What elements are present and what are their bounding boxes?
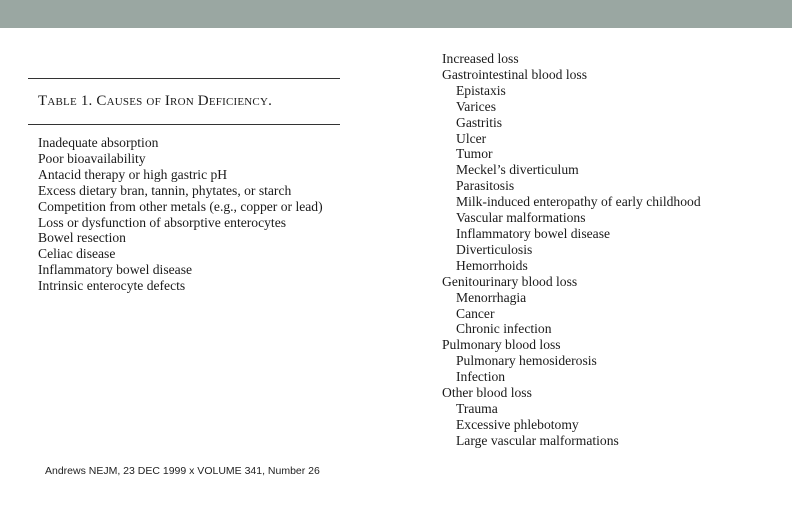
table-top-rule	[28, 78, 340, 79]
list-item: Celiac disease	[38, 246, 116, 262]
list-item: Infection	[456, 369, 506, 385]
list-item: Loss or dysfunction of absorptive enterocytes	[38, 214, 287, 230]
list-item: Cancer	[456, 305, 495, 321]
list-item: Vascular malformations	[456, 210, 586, 226]
list-item: Chronic infection	[456, 321, 552, 337]
list-item: Milk-induced enteropathy of early childhood	[456, 194, 701, 210]
subsection-heading: Genitourinary blood loss	[442, 273, 578, 289]
section-heading: Inadequate absorption	[38, 135, 159, 150]
table-header-rule	[28, 124, 340, 125]
list-item: Diverticulosis	[456, 241, 533, 257]
top-banner	[0, 0, 792, 28]
subsection-heading: Gastrointestinal blood loss	[442, 66, 587, 82]
list-item: Meckel’s diverticulum	[456, 162, 579, 178]
list-item: Bowel resection	[38, 230, 126, 246]
list-item: Excess dietary bran, tannin, phytates, or starch	[38, 182, 292, 198]
list-item: Varices	[456, 98, 497, 114]
list-item: Menorrhagia	[456, 289, 527, 305]
section-heading: Increased loss	[442, 51, 519, 66]
list-item: Epistaxis	[456, 82, 506, 98]
list-item: Intrinsic enterocyte defects	[38, 278, 186, 294]
list-item: Inflammatory bowel disease	[38, 262, 193, 278]
subsection-heading: Pulmonary blood loss	[442, 337, 561, 353]
list-item: Gastritis	[456, 114, 503, 130]
list-item: Antacid therapy or high gastric pH	[38, 166, 228, 182]
citation: Andrews NEJM, 23 DEC 1999 x VOLUME 341, Number 26	[45, 465, 320, 477]
list-item: Poor bioavailability	[38, 150, 146, 166]
list-item: Excessive phlebotomy	[456, 416, 579, 432]
list-item: Large vascular malformations	[456, 432, 619, 448]
list-item: Trauma	[456, 400, 498, 416]
list-item: Tumor	[456, 146, 493, 162]
inadequate-absorption-section	[38, 135, 338, 294]
list-item: Inflammatory bowel disease	[456, 225, 611, 241]
list-item: Ulcer	[456, 130, 487, 146]
table-title: Table 1. Causes of Iron Deficiency.	[38, 93, 273, 109]
list-item: Competition from other metals (e.g., copper or lead)	[38, 198, 323, 214]
subsection-heading: Other blood loss	[442, 385, 532, 401]
list-item: Parasitosis	[456, 178, 515, 194]
increased-loss-section	[442, 51, 782, 449]
list-item: Pulmonary hemosiderosis	[456, 353, 597, 369]
list-item: Hemorrhoids	[456, 257, 528, 273]
